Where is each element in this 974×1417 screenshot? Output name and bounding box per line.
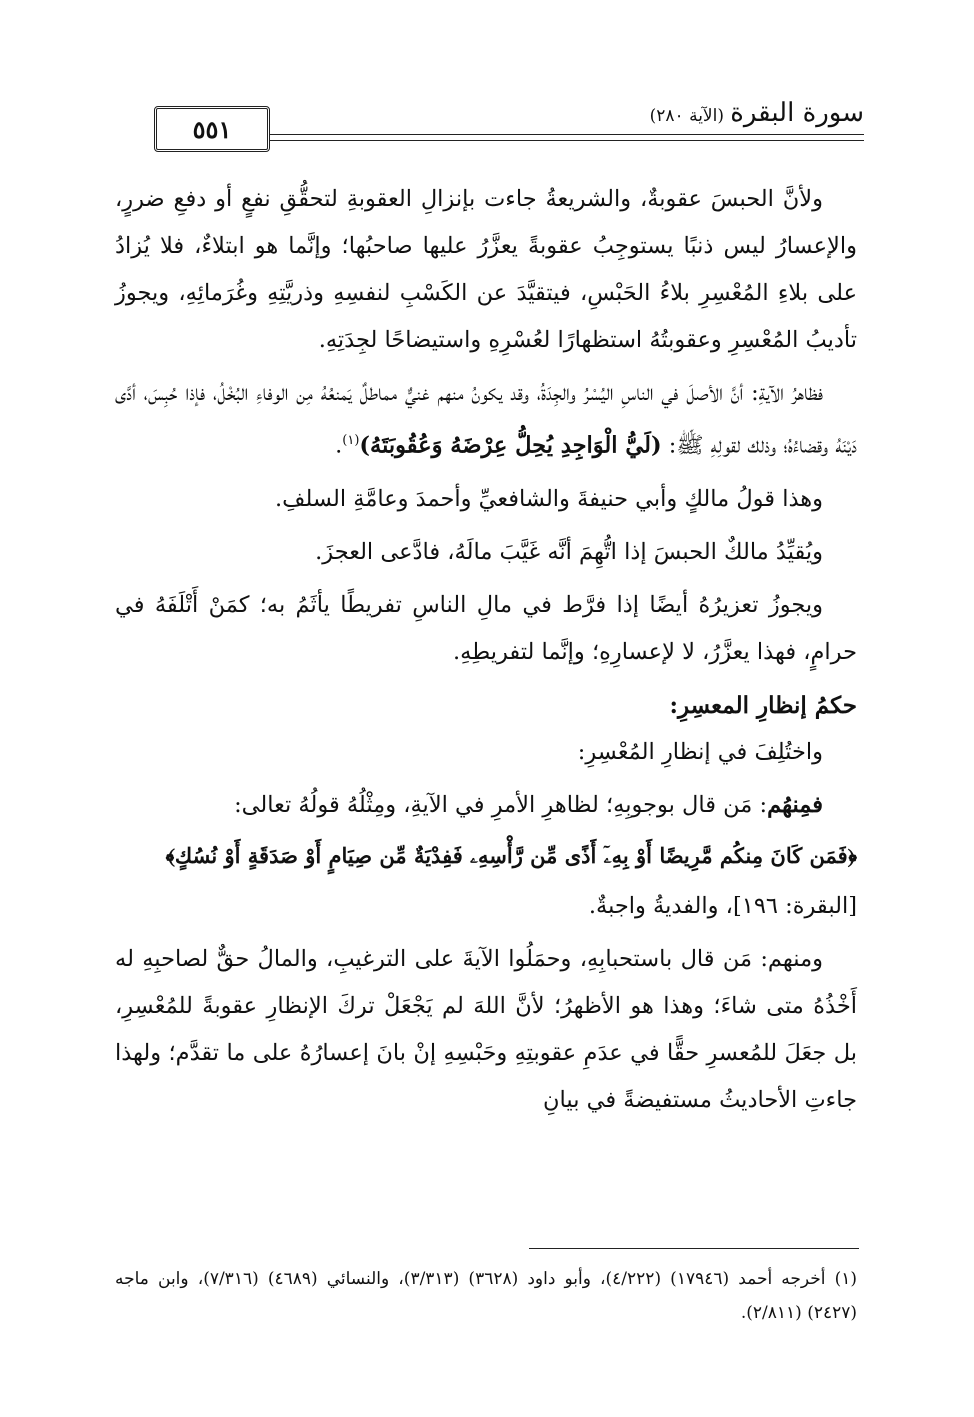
header-rule: [227, 134, 864, 135]
paragraph-4: ويُقيِّدُ مالكٌ الحبسَ إذا اتُّهِمَ أنَّه غَيَّبَ مالَهُ، فادَّعى العجزَ.: [315, 538, 823, 565]
paragraph-7: [115, 782, 857, 829]
paragraph-3: وهذا قولُ مالكٍ وأبي حنيفةَ والشافعيِّ وأحمدَ وعامَّةِ السلفِ.: [275, 485, 823, 512]
quran-reference: [البقرة: ١٩٦]، والفديةُ واجبةٌ.: [588, 892, 857, 919]
paragraph-2-text: فظاهرُ الآيةِ: أنَّ الأصلَ في الناسِ اليُسْرُ والجِدَةُ، وقد يكونُ منهم غنيٌّ مماطلٌ يَمنعُهُ مِن الوفاءِ البُخْلُ، فإذا حُبِسَ، أدَّى دَيْنَهُ وقضاءُهُ؛ وذلك لقولِهِ ﷺ:: [115, 380, 857, 459]
main-text: [115, 176, 857, 1130]
footnote-ref-1[interactable]: (١): [342, 433, 360, 448]
page-header: [112, 96, 864, 166]
quran-verse: ﴿فَمَن كَانَ مِنكُم مَّرِيضًا أَوْ بِهِۦٓ أَذًى مِّن رَّأْسِهِۦ فَفِدْيَةٌ مِّن صِيَامٍ أَوْ صَدَقَةٍ أَوْ نُسُكٍ﴾: [165, 842, 857, 868]
paragraph-1: ولأنَّ الحبسَ عقوبةٌ، والشريعةُ جاءت بإنزالِ العقوبةِ لتحقُّقِ نفعٍ أو دفعِ ضررٍ، والإعسارُ ليس ذنبًا يستوجِبُ عقوبةً يعزَّرُ عليها صاحبُها؛ وإنَّما هو ابتلاءٌ، فلا يُزادُ على بلاءِ المُعْسِرِ بلاءُ الحَبْسِ، فيتقيَّدَ عن الكَسْبِ لنفسِهِ وذريَّتِهِ وغُرَمائِهِ، ويجوزُ تأديبُ المُعْسِرِ وعقوبتُهُ استظهارًا لعُسْرِهِ واستيضاحًا لجِدَتِهِ.: [115, 186, 857, 353]
footnotes: [115, 1262, 857, 1330]
paragraph-7-text: : مَن قال بوجوبِهِ؛ لظاهرِ الأمرِ في الآيةِ، ومِثْلُهُ قولُهُ تعالى:: [234, 791, 768, 818]
paragraph-6: واختُلِفَ في إنظارِ المُعْسِرِ:: [577, 738, 823, 765]
paragraph-8: ومنهم: مَن قال باستحبابِهِ، وحمَلُوا الآيةَ على الترغيبِ، والمالُ حقٌّ لصاحبِهِ له أَخْذُهُ متى شاءَ؛ وهذا هو الأظهرُ؛ لأنَّ اللهَ لم يَجْعَلْ تركَ الإنظارِ عقوبةً للمُعْسِرِ، بل جعَلَ للمُعسرِ حقًّا في عدَمِ عقوبتِهِ وحَبْسِهِ إنْ بانَ إعسارُهُ على ما تقدَّم؛ ولهذا جاءتِ الأحاديثُ مستفيضةً في بيانِ: [115, 945, 857, 1113]
hadith-quote: (لَيُّ الْوَاجِدِ يُحِلُّ عِرْضَهُ وَعُقُوبَتَهُ): [359, 432, 662, 459]
surah-title: سورة البقرة: [730, 98, 864, 128]
header-rule-secondary: [227, 140, 864, 141]
paragraph-2-end: .: [335, 432, 343, 459]
paragraph-7-lead: فمِنهُم: [767, 791, 823, 818]
footnote-1: (١) أخرجه أحمد (١٧٩٤٦) (٤/٢٢٢)، وأبو داود (٣٦٢٨) (٣/٣١٣)، والنسائي (٤٦٨٩) (٧/٣١٦)، وابن ماجه (٢٤٢٧) (٢/٨١١).: [115, 1269, 858, 1323]
footnote-divider: [529, 1248, 859, 1249]
page-number: ٥٥١: [154, 106, 270, 152]
paragraph-2: [115, 370, 857, 470]
section-heading: حكمُ إنظارِ المعسِرِ:: [669, 691, 857, 719]
paragraph-5: ويجوزُ تعزيرُهُ أيضًا إذا فرَّط في مالِ الناسِ تفريطًا يأثَمُ به؛ كمَنْ أَتْلَفَهُ في حرامٍ، فهذا يعزَّرُ، لا لإعسارِهِ؛ وإنَّما لتفريطِهِ.: [115, 591, 857, 665]
ayah-reference: (الآية ٢٨٠): [649, 106, 724, 126]
